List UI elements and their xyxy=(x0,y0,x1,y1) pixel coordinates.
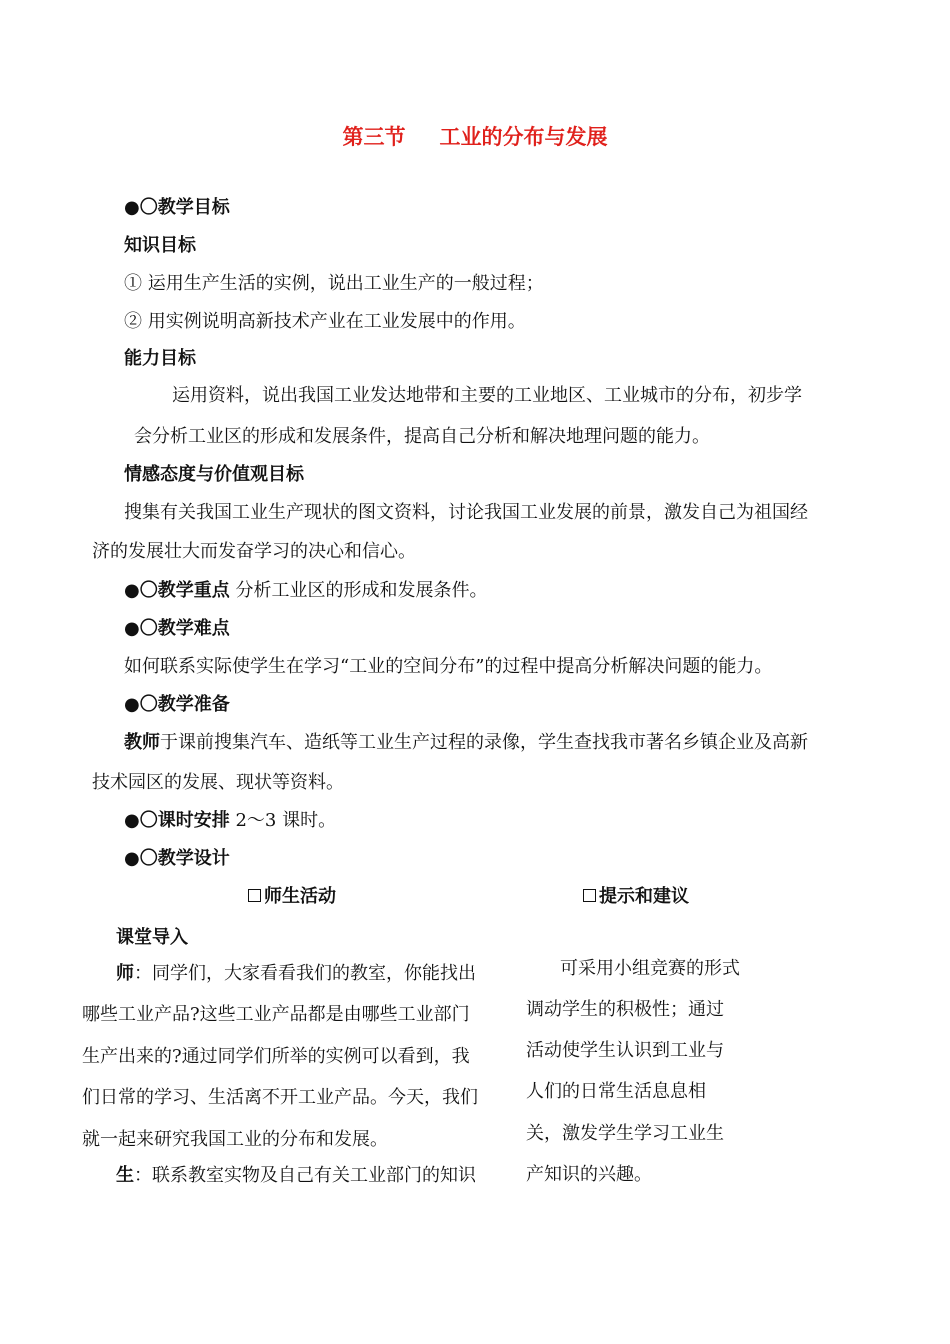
key-point: ●〇教学重点 分析工业区的形成和发展条件。 xyxy=(124,580,488,601)
ability-heading: 能力目标 xyxy=(124,348,196,369)
emotion-text-line1: 搜集有关我国工业生产现状的图文资料，讨论我国工业发展的前景，激发自己为祖国经 xyxy=(124,502,808,523)
objectives-heading: ●〇教学目标 xyxy=(124,197,230,218)
ability-text-line2: 会分析工业区的形成和发展条件，提高自己分析和解决地理问题的能力。 xyxy=(134,426,710,447)
preparation-text-line1: 教师于课前搜集汽车、造纸等工业生产过程的录像，学生查找我市著名乡镇企业及高新 xyxy=(124,732,808,753)
title-section: 第三节 xyxy=(342,124,406,149)
emotion-text-line2: 济的发展壮大而发奋学习的决心和信心。 xyxy=(92,541,416,562)
student-line1: 生：联系教室实物及自己有关工业部门的知识 xyxy=(116,1165,476,1186)
tip-line4: 人们的日常生活息息相 xyxy=(526,1081,706,1102)
difficulty-heading: ●〇教学难点 xyxy=(124,618,230,639)
bullet-icon: ●〇 xyxy=(124,580,158,601)
tip-line5: 关，激发学生学习工业生 xyxy=(526,1123,724,1144)
knowledge-item-2: ② 用实例说明高新技术产业在工业发展中的作用。 xyxy=(124,311,526,332)
emotion-heading: 情感态度与价值观目标 xyxy=(124,464,304,485)
title-topic: 工业的分布与发展 xyxy=(439,124,608,149)
bullet-icon: ●〇 xyxy=(124,810,158,831)
column-header-tips: 提示和建议 xyxy=(583,886,689,908)
page-title xyxy=(0,124,950,149)
tip-line1: 可采用小组竞赛的形式 xyxy=(560,958,740,979)
intro-heading: 课堂导入 xyxy=(116,927,188,948)
knowledge-item-1: ① 运用生产生活的实例，说出工业生产的一般过程； xyxy=(124,273,544,294)
knowledge-heading: 知识目标 xyxy=(124,235,196,256)
preparation-heading: ●〇教学准备 xyxy=(124,694,230,715)
checkbox-square-icon xyxy=(583,889,596,902)
teacher-line2: 哪些工业产品?这些工业产品都是由哪些工业部门 xyxy=(82,1004,470,1025)
bullet-icon: ●〇 xyxy=(124,618,158,639)
teacher-line4: 们日常的学习、生活离不开工业产品。今天，我们 xyxy=(82,1087,478,1108)
bullet-icon: ●〇 xyxy=(124,197,158,218)
difficulty-text: 如何联系实际使学生在学习“工业的空间分布”的过程中提高分析解决问题的能力。 xyxy=(124,656,773,677)
column-header-activities: 师生活动 xyxy=(248,886,336,908)
tip-line3: 活动使学生认识到工业与 xyxy=(526,1040,724,1061)
design-heading: ●〇教学设计 xyxy=(124,848,230,869)
teacher-line5: 就一起来研究我国工业的分布和发展。 xyxy=(82,1129,388,1150)
preparation-text-line2: 技术园区的发展、现状等资料。 xyxy=(92,772,344,793)
tip-line2: 调动学生的积极性；通过 xyxy=(526,999,724,1020)
checkbox-square-icon xyxy=(248,889,261,902)
teacher-line3: 生产出来的?通过同学们所举的实例可以看到，我 xyxy=(82,1046,470,1067)
tip-line6: 产知识的兴趣。 xyxy=(526,1164,652,1185)
schedule: ●〇课时安排 2～3 课时。 xyxy=(124,810,337,831)
teacher-line1: 师：同学们，大家看看我们的教室，你能找出 xyxy=(116,963,476,984)
ability-text-line1: 运用资料，说出我国工业发达地带和主要的工业地区、工业城市的分布，初步学 xyxy=(172,385,802,406)
bullet-icon: ●〇 xyxy=(124,848,158,869)
bullet-icon: ●〇 xyxy=(124,694,158,715)
